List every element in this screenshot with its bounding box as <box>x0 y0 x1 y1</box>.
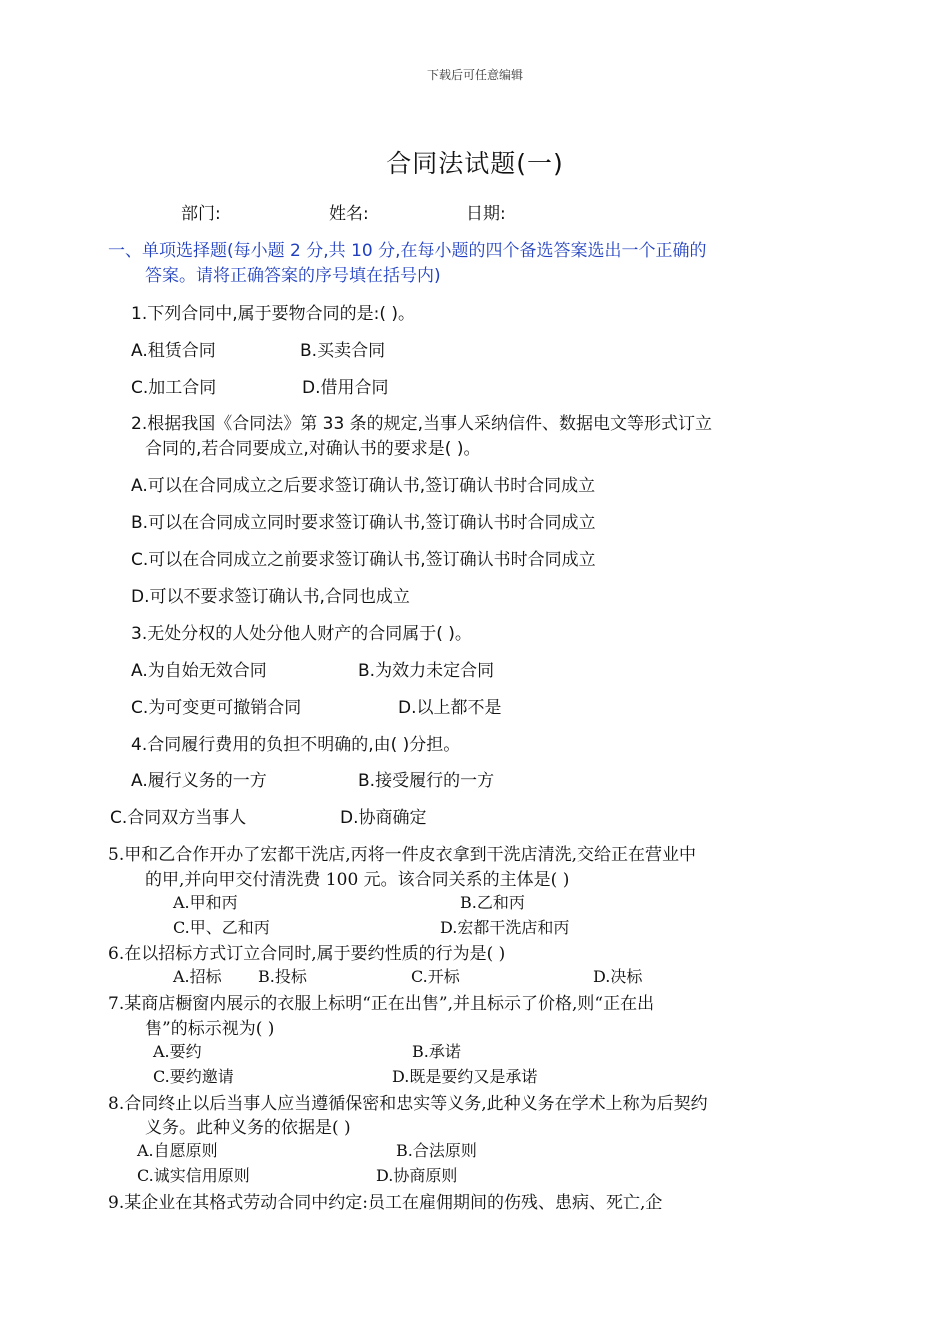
question-8-option-b: B.合法原则 <box>396 1141 477 1160</box>
header-note: 下载后可任意编辑 <box>426 68 523 82</box>
question-9-stem-line1: 9.某企业在其格式劳动合同中约定:员工在雇佣期间的伤残、患病、死亡,企 <box>108 1193 663 1213</box>
question-2-stem-line2: 合同的,若合同要成立,对确认书的要求是( )。 <box>145 439 481 459</box>
question-1-option-d: D.借用合同 <box>302 378 389 398</box>
question-7-stem-line1: 7.某商店橱窗内展示的衣服上标明“正在出售”,并且标示了价格,则“正在出 <box>108 994 655 1014</box>
question-2-stem-line1: 2.根据我国《合同法》第 33 条的规定,当事人采纳信件、数据电文等形式订立 <box>131 414 713 434</box>
question-7-stem-line2: 售”的标示视为( ) <box>145 1019 275 1039</box>
question-6-option-a: A.招标 <box>173 967 222 986</box>
question-5-stem-line1: 5.甲和乙合作开办了宏都干洗店,丙将一件皮衣拿到干洗店清洗,交给正在营业中 <box>108 845 697 865</box>
question-6-option-b: B.投标 <box>258 967 307 986</box>
question-7-option-a: A.要约 <box>153 1042 202 1061</box>
question-1-option-a: A.租赁合同 <box>131 341 216 361</box>
section-heading-line1: 一、单项选择题(每小题 2 分,共 10 分,在每小题的四个备选答案选出一个正确的 <box>108 241 707 261</box>
question-7-option-d: D.既是要约又是承诺 <box>392 1067 538 1086</box>
question-3-option-c: C.为可变更可撤销合同 <box>131 698 302 718</box>
question-4-option-c: C.合同双方当事人 <box>110 808 247 828</box>
question-5-stem-line2: 的甲,并向甲交付清洗费 100 元。该合同关系的主体是( ) <box>145 870 570 890</box>
question-2-option-b: B.可以在合同成立同时要求签订确认书,签订确认书时合同成立 <box>131 513 596 533</box>
department-label: 部门: <box>181 204 221 224</box>
question-5-option-c: C.甲、乙和丙 <box>173 918 270 937</box>
question-8-option-c: C.诚实信用原则 <box>137 1166 250 1185</box>
page-title: 合同法试题(一) <box>386 149 564 178</box>
question-3-option-d: D.以上都不是 <box>398 698 502 718</box>
question-2-option-a: A.可以在合同成立之后要求签订确认书,签订确认书时合同成立 <box>131 476 596 496</box>
question-7-option-c: C.要约邀请 <box>153 1067 234 1086</box>
question-3-option-a: A.为自始无效合同 <box>131 661 267 681</box>
question-1-stem: 1.下列合同中,属于要物合同的是:( )。 <box>131 304 416 324</box>
question-2-option-c: C.可以在合同成立之前要求签订确认书,签订确认书时合同成立 <box>131 550 596 570</box>
question-4-option-b: B.接受履行的一方 <box>358 771 495 791</box>
question-1-option-c: C.加工合同 <box>131 378 217 398</box>
name-label: 姓名: <box>329 204 369 224</box>
question-3-stem: 3.无处分权的人处分他人财产的合同属于( )。 <box>131 624 472 644</box>
date-label: 日期: <box>466 204 506 224</box>
question-8-option-d: D.协商原则 <box>376 1166 458 1185</box>
question-2-option-d: D.可以不要求签订确认书,合同也成立 <box>131 587 410 607</box>
question-5-option-d: D.宏都干洗店和丙 <box>440 918 570 937</box>
question-1-option-b: B.买卖合同 <box>300 341 386 361</box>
question-8-option-a: A.自愿原则 <box>137 1141 218 1160</box>
question-5-option-b: B.乙和丙 <box>460 893 525 912</box>
question-6-option-d: D.决标 <box>593 967 643 986</box>
question-3-option-b: B.为效力未定合同 <box>358 661 495 681</box>
question-4-stem: 4.合同履行费用的负担不明确的,由( )分担。 <box>131 735 461 755</box>
question-7-option-b: B.承诺 <box>412 1042 461 1061</box>
section-heading-line2: 答案。请将正确答案的序号填在括号内) <box>145 266 441 286</box>
question-8-stem-line2: 义务。此种义务的依据是( ) <box>145 1118 351 1138</box>
question-4-option-a: A.履行义务的一方 <box>131 771 267 791</box>
question-6-stem: 6.在以招标方式订立合同时,属于要约性质的行为是( ) <box>108 944 506 964</box>
question-5-option-a: A.甲和丙 <box>173 893 238 912</box>
question-8-stem-line1: 8.合同终止以后当事人应当遵循保密和忠实等义务,此种义务在学术上称为后契约 <box>108 1094 708 1114</box>
question-4-option-d: D.协商确定 <box>340 808 427 828</box>
question-6-option-c: C.开标 <box>411 967 460 986</box>
